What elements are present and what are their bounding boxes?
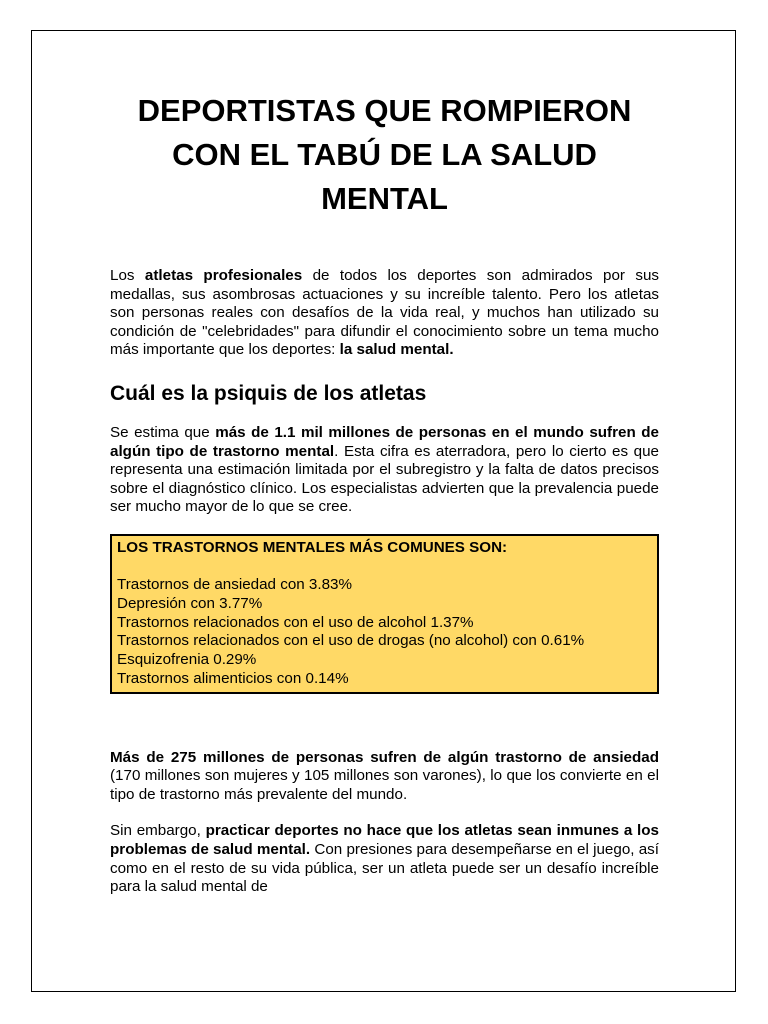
intro-bold-2: la salud mental	[339, 341, 450, 359]
document-page	[31, 30, 736, 992]
intro-text-3: .	[449, 341, 454, 359]
intro-paragraph	[110, 267, 659, 360]
document-title: DEPORTISTAS QUE ROMPIERON CON EL TABÚ DE LA SALUD MENTAL	[137, 93, 632, 216]
prevalence-text-2: . Esta cifra es aterradora, pero lo cierto es que representa una estimación limitada por el subregistro y la falta de datos precisos sobre el diagnóstico clínico. Los especialistas advierten que la prevalencia puede ser mucho mayor de lo que se cree.	[110, 442, 659, 516]
disorders-box-spacer	[117, 558, 651, 577]
anxiety-text-1: (170 millones son mujeres y 105 millones son varones), lo que los convierte en el tipo de trastorno más prevalente del mundo.	[110, 767, 659, 803]
prevalence-paragraph	[110, 424, 659, 517]
document-content	[110, 31, 659, 897]
intro-bold-1: atletas profesionales	[144, 267, 303, 284]
disorder-item: Esquizofrenia 0.29%	[117, 651, 257, 669]
disorder-item: Trastornos relacionados con el uso de drogas (no alcohol) con 0.61%	[117, 632, 585, 650]
anxiety-paragraph	[110, 749, 659, 805]
athletes-text-2: Con presiones para desempeñarse en el juego, así como en el resto de su vida pública, ser un atleta puede ser un desafío increíble para la salud mental de	[110, 840, 659, 896]
section-heading: Cuál es la psiquis de los atletas	[110, 381, 427, 405]
disorder-item: Trastornos de ansiedad con 3.83%	[117, 576, 352, 594]
athletes-paragraph	[110, 822, 659, 896]
disorder-item: Depresión con 3.77%	[117, 595, 263, 613]
disorders-box	[110, 534, 659, 694]
prevalence-text-1: Se estima que	[110, 423, 216, 441]
disorders-box-title: LOS TRASTORNOS MENTALES MÁS COMUNES SON:	[117, 538, 508, 556]
intro-text-1: Los	[110, 267, 145, 284]
athletes-bold-1: practicar deportes no hace que los atletas sean inmunes a los problemas de salud mental.	[110, 822, 659, 858]
anxiety-bold-1: Más de 275 millones de personas sufren de algún trastorno de ansiedad	[110, 748, 659, 766]
prevalence-bold-1: más de 1.1 mil millones de personas en el mundo sufren de algún tipo de trastorno mental	[110, 423, 659, 460]
disorder-item: Trastornos alimenticios con 0.14%	[117, 669, 349, 687]
athletes-text-1: Sin embargo,	[110, 822, 206, 840]
intro-text-2: de todos los deportes son admirados por sus medallas, sus asombrosas actuaciones y su increíble talento. Pero los atletas son personas reales con desafíos de la vida real, y muchos han utilizado su condición de "celebridades" para difundir el conocimiento sobre un tema mucho más importante que los deportes:	[110, 267, 659, 359]
disorder-item: Trastornos relacionados con el uso de alcohol 1.37%	[117, 613, 474, 631]
